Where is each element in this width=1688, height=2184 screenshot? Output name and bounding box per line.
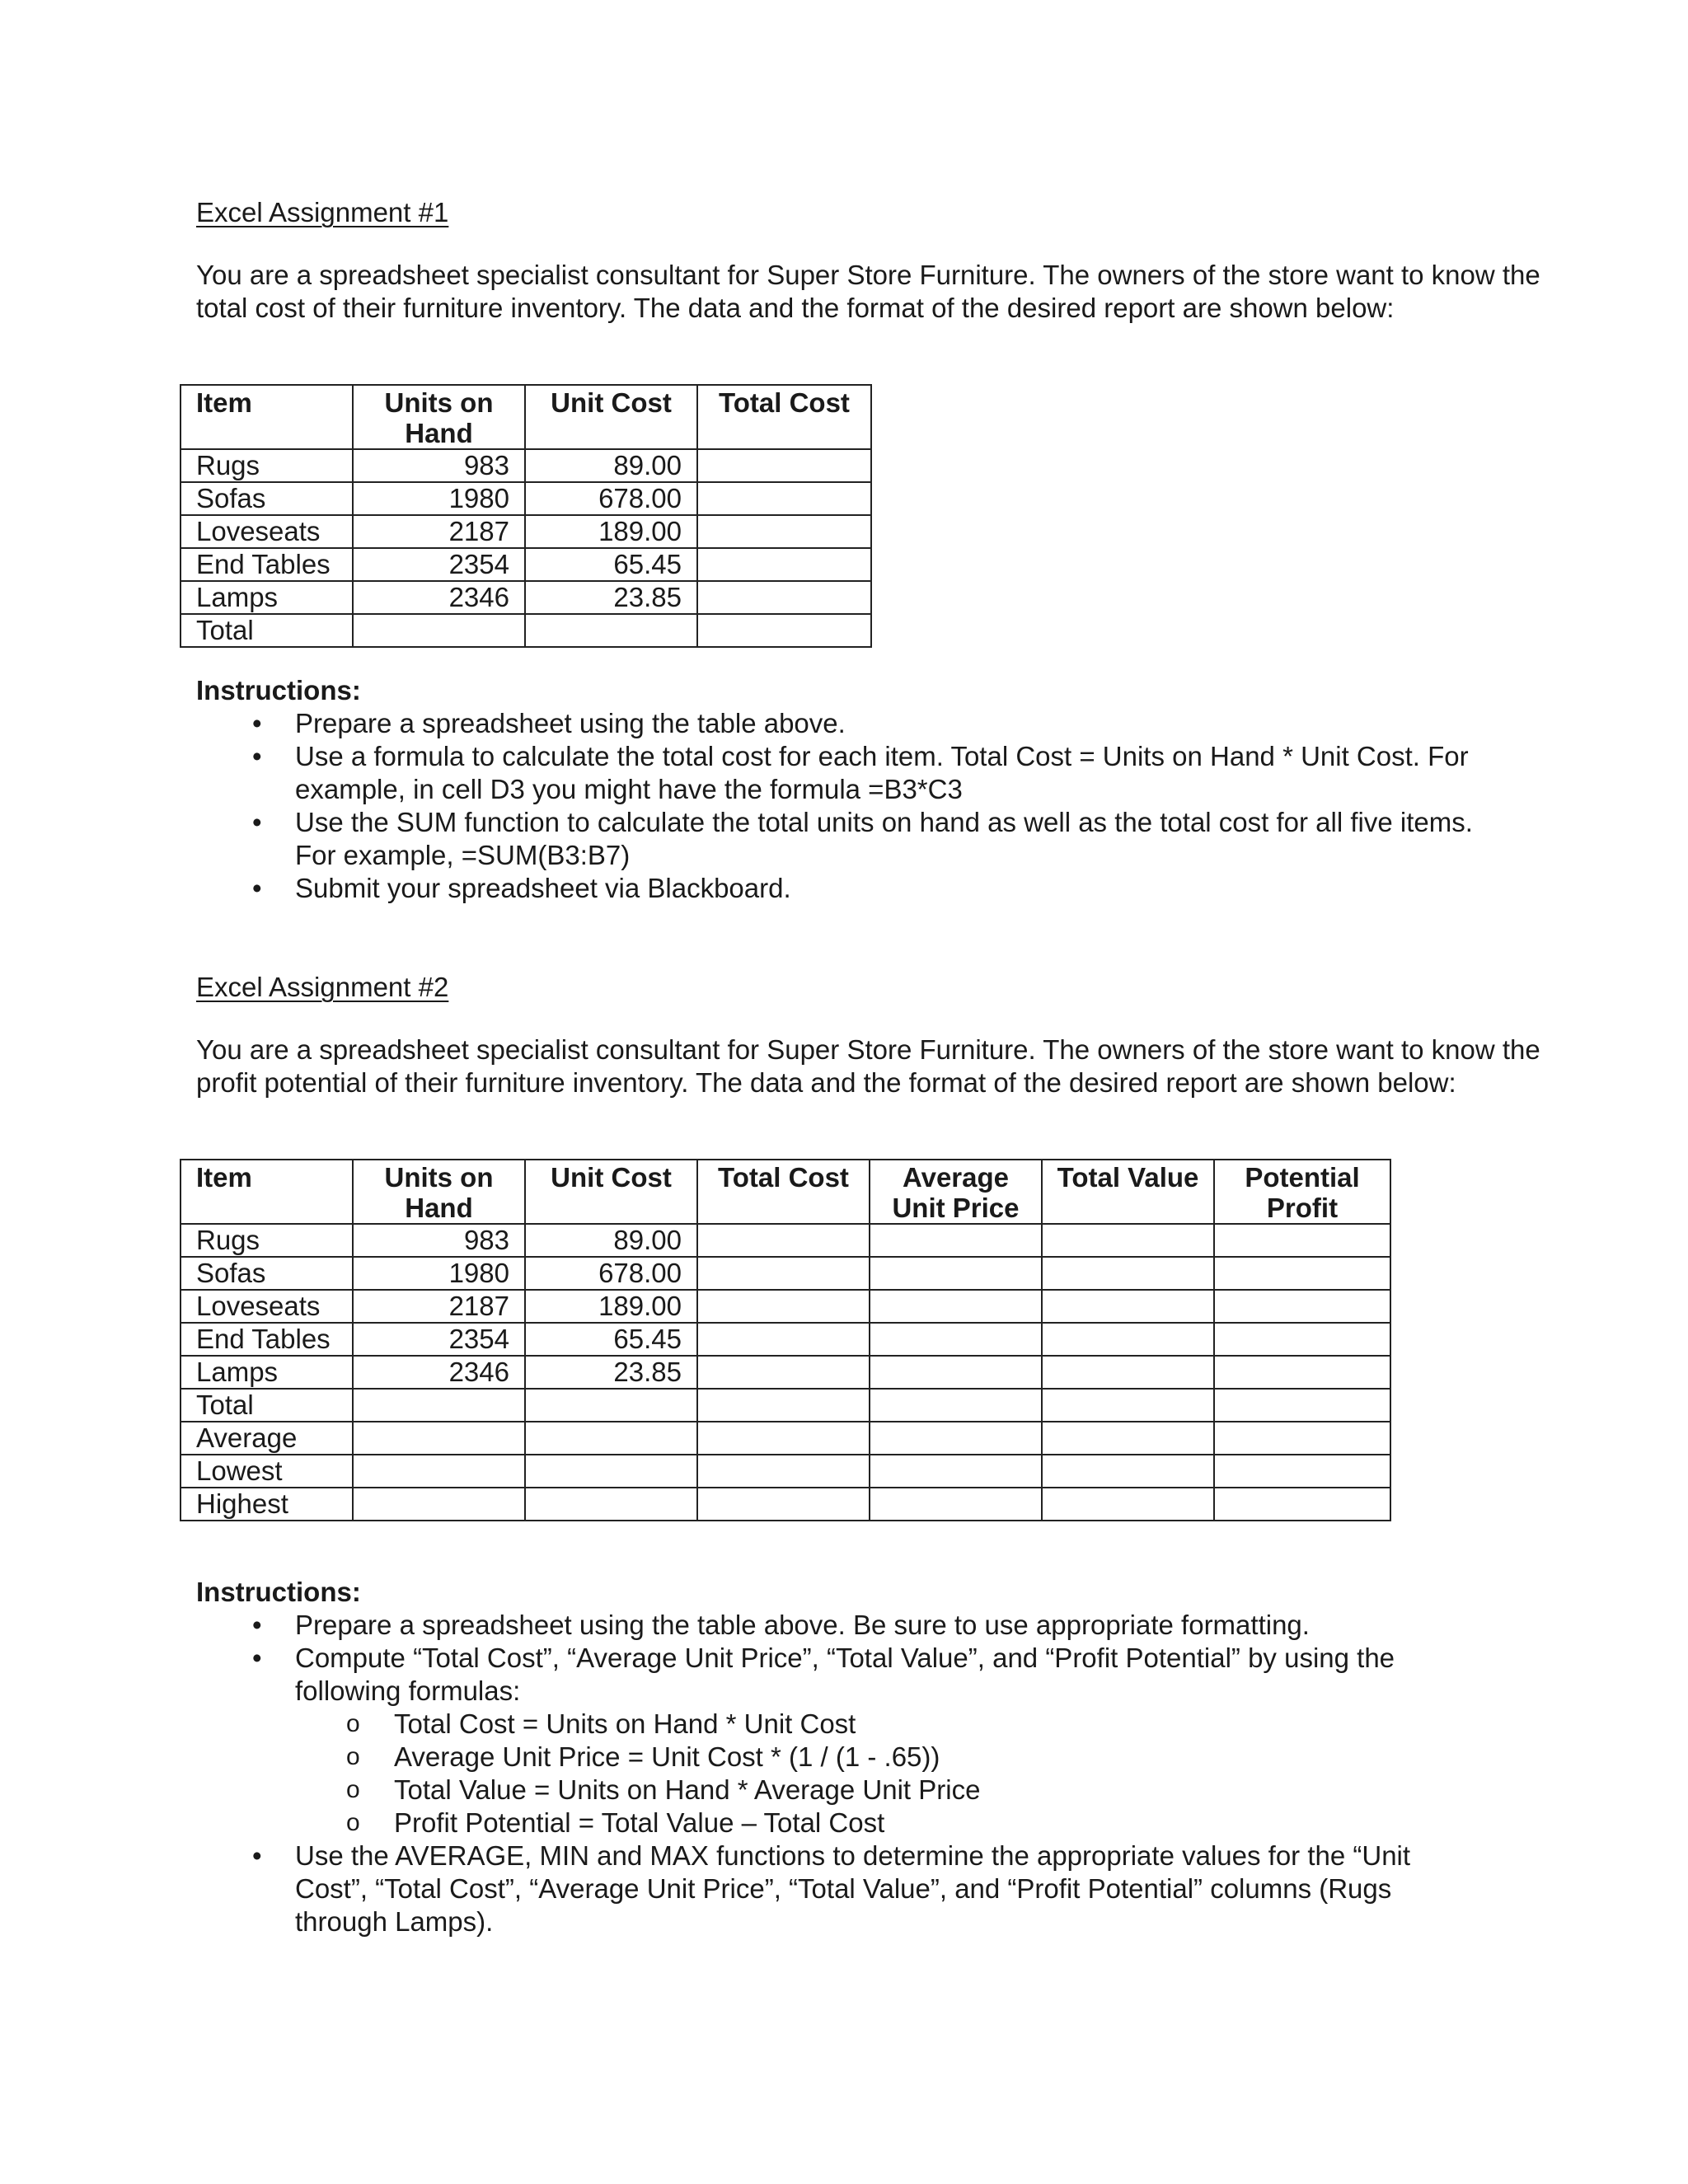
cell-potential-profit [1214,1389,1390,1422]
bullet-icon: • [252,1610,262,1640]
cell-total-cost [697,1488,870,1521]
bullet-icon: • [252,873,262,903]
assignment2-intro: You are a spreadsheet specialist consultant for Super Store Furniture. The owners of the store want to know the profit potential of their furniture inventory. The data and the format of the desired report are shown below: [196,1034,1540,1098]
assignment1-instructions-heading: Instructions: [196,675,361,705]
cell-units [353,1422,525,1455]
table-row [181,482,871,515]
bullet-icon: • [252,1643,262,1673]
table-header-row [181,385,871,449]
cell-item: Sofas [181,482,353,515]
cell-units: 983 [353,449,525,482]
table-row-highest [181,1488,1390,1521]
cell-potential-profit [1214,1488,1390,1521]
cell-units [353,614,525,647]
formula-text: Profit Potential = Total Value – Total Cost [394,1807,885,1838]
cell-units: 2354 [353,548,525,581]
cell-total-cost [697,1323,870,1356]
circle-bullet-icon: o [346,1710,360,1737]
table-row [181,1356,1390,1389]
instruction-text: Compute “Total Cost”, “Average Unit Price”, “Total Value”, and “Profit Potential” by using the following formulas: [295,1643,1395,1706]
cell-units [353,1455,525,1488]
assignment1-instructions [196,707,1482,905]
table-row [181,581,871,614]
cell-item: Loveseats [181,515,353,548]
cell-potential-profit [1214,1323,1390,1356]
cell-total-value [1042,1323,1214,1356]
cell-average-unit-price [870,1455,1042,1488]
header-units-on-hand: Units on Hand [353,385,525,449]
cell-item: End Tables [181,548,353,581]
cell-item: Lamps [181,581,353,614]
table-header-row [181,1160,1390,1224]
assignment2-title: Excel Assignment #2 [196,972,449,1002]
cell-unit-cost: 23.85 [525,581,697,614]
header-unit-cost: Unit Cost [525,385,697,449]
cell-unit-cost [525,1389,697,1422]
cell-units [353,1389,525,1422]
header-unit-cost: Unit Cost [525,1160,697,1224]
cell-units: 2354 [353,1323,525,1356]
cell-item: End Tables [181,1323,353,1356]
cell-item: Rugs [181,449,353,482]
cell-units: 2346 [353,581,525,614]
cell-average-unit-price [870,1257,1042,1290]
header-total-cost: Total Cost [697,385,871,449]
formula-text: Average Unit Price = Unit Cost * (1 / (1 - .65)) [394,1741,940,1772]
cell-potential-profit [1214,1455,1390,1488]
cell-total-cost [697,482,871,515]
cell-units [353,1488,525,1521]
cell-units: 2187 [353,515,525,548]
cell-total-value [1042,1290,1214,1323]
cell-item: Lamps [181,1356,353,1389]
instruction-text: Use the SUM function to calculate the total units on hand as well as the total cost for all five items. For example, =SUM(B3:B7) [295,807,1473,870]
cell-total-cost [697,581,871,614]
bullet-icon: • [252,741,262,771]
cell-average-unit-price [870,1356,1042,1389]
cell-unit-cost [525,1422,697,1455]
assignment2-instructions-heading: Instructions: [196,1577,361,1607]
cell-average-unit-price [870,1290,1042,1323]
bullet-icon: • [252,708,262,738]
list-item [196,1609,1482,1642]
cell-unit-cost: 189.00 [525,515,697,548]
cell-total-value [1042,1389,1214,1422]
table-row [181,1323,1390,1356]
instruction-text: Prepare a spreadsheet using the table above. [295,708,846,738]
cell-unit-cost [525,1455,697,1488]
assignment1-intro: You are a spreadsheet specialist consultant for Super Store Furniture. The owners of the store want to know the total cost of their furniture inventory. The data and the format of the desired report are shown below: [196,260,1540,323]
table-row [181,515,871,548]
cell-potential-profit [1214,1224,1390,1257]
instruction-text: Prepare a spreadsheet using the table above. Be sure to use appropriate formatting. [295,1610,1310,1640]
formula-text: Total Cost = Units on Hand * Unit Cost [394,1708,856,1739]
header-average-unit-price: Average Unit Price [870,1160,1042,1224]
cell-item: Average [181,1422,353,1455]
list-item [196,1840,1482,1938]
table-row [181,1290,1390,1323]
list-item [196,1642,1482,1840]
cell-unit-cost: 678.00 [525,482,697,515]
cell-total-cost [697,1422,870,1455]
formula-list [295,1708,1482,1840]
list-item [196,872,1482,905]
cell-unit-cost: 65.45 [525,548,697,581]
cell-total-cost [697,449,871,482]
circle-bullet-icon: o [346,1809,360,1836]
cell-item: Total [181,1389,353,1422]
assignment1-table [180,384,872,648]
table-row-lowest [181,1455,1390,1488]
cell-units: 1980 [353,482,525,515]
cell-potential-profit [1214,1422,1390,1455]
header-total-value: Total Value [1042,1160,1214,1224]
table-row-total [181,1389,1390,1422]
cell-total-value [1042,1455,1214,1488]
circle-bullet-icon: o [346,1743,360,1770]
cell-total-cost [697,1290,870,1323]
cell-units: 2187 [353,1290,525,1323]
list-item [196,740,1482,806]
cell-total-cost [697,614,871,647]
instruction-text: Use a formula to calculate the total cost for each item. Total Cost = Units on Hand * Unit Cost. For example, in cell D3 you might have the formula =B3*C3 [295,741,1469,804]
cell-units: 2346 [353,1356,525,1389]
circle-bullet-icon: o [346,1776,360,1803]
header-item: Item [181,385,353,449]
assignment1-title: Excel Assignment #1 [196,197,449,227]
header-units-on-hand: Units on Hand [353,1160,525,1224]
cell-total-cost [697,1356,870,1389]
cell-total-cost [697,515,871,548]
cell-units: 983 [353,1224,525,1257]
cell-potential-profit [1214,1290,1390,1323]
cell-unit-cost: 678.00 [525,1257,697,1290]
instruction-text: Submit your spreadsheet via Blackboard. [295,873,791,903]
table-row [181,449,871,482]
cell-potential-profit [1214,1257,1390,1290]
cell-total-cost [697,1224,870,1257]
cell-average-unit-price [870,1422,1042,1455]
formula-item [295,1741,1482,1774]
formula-item [295,1774,1482,1807]
list-item [196,806,1482,872]
header-total-cost: Total Cost [697,1160,870,1224]
cell-unit-cost: 65.45 [525,1323,697,1356]
table-row-total [181,614,871,647]
cell-potential-profit [1214,1356,1390,1389]
cell-total-cost [697,1257,870,1290]
formula-text: Total Value = Units on Hand * Average Unit Price [394,1774,981,1805]
formula-item [295,1708,1482,1741]
cell-item: Sofas [181,1257,353,1290]
table-row-average [181,1422,1390,1455]
cell-item: Lowest [181,1455,353,1488]
cell-item: Loveseats [181,1290,353,1323]
cell-total-cost [697,1389,870,1422]
cell-total-value [1042,1356,1214,1389]
header-potential-profit: Potential Profit [1214,1160,1390,1224]
cell-unit-cost: 89.00 [525,449,697,482]
cell-average-unit-price [870,1323,1042,1356]
cell-total-value [1042,1422,1214,1455]
cell-unit-cost: 23.85 [525,1356,697,1389]
bullet-icon: • [252,807,262,837]
table-row [181,1257,1390,1290]
cell-item: Highest [181,1488,353,1521]
assignment2-instructions [196,1609,1482,1938]
list-item [196,707,1482,740]
cell-item: Rugs [181,1224,353,1257]
cell-total-value [1042,1488,1214,1521]
bullet-icon: • [252,1840,262,1871]
cell-average-unit-price [870,1488,1042,1521]
assignment2-table [180,1159,1391,1521]
table-row [181,1224,1390,1257]
formula-item [295,1807,1482,1840]
cell-unit-cost: 89.00 [525,1224,697,1257]
cell-total-cost [697,548,871,581]
cell-units: 1980 [353,1257,525,1290]
cell-average-unit-price [870,1389,1042,1422]
instruction-text: Use the AVERAGE, MIN and MAX functions to determine the appropriate values for the “Unit Cost”, “Total Cost”, “Average Unit Price”, “Total Value”, and “Profit Potential” columns (Rugs through Lamps). [295,1840,1411,1937]
cell-total-value [1042,1257,1214,1290]
cell-average-unit-price [870,1224,1042,1257]
cell-unit-cost [525,614,697,647]
cell-unit-cost [525,1488,697,1521]
cell-total-value [1042,1224,1214,1257]
table-row [181,548,871,581]
cell-total-cost [697,1455,870,1488]
cell-item: Total [181,614,353,647]
header-item: Item [181,1160,353,1224]
cell-unit-cost: 189.00 [525,1290,697,1323]
